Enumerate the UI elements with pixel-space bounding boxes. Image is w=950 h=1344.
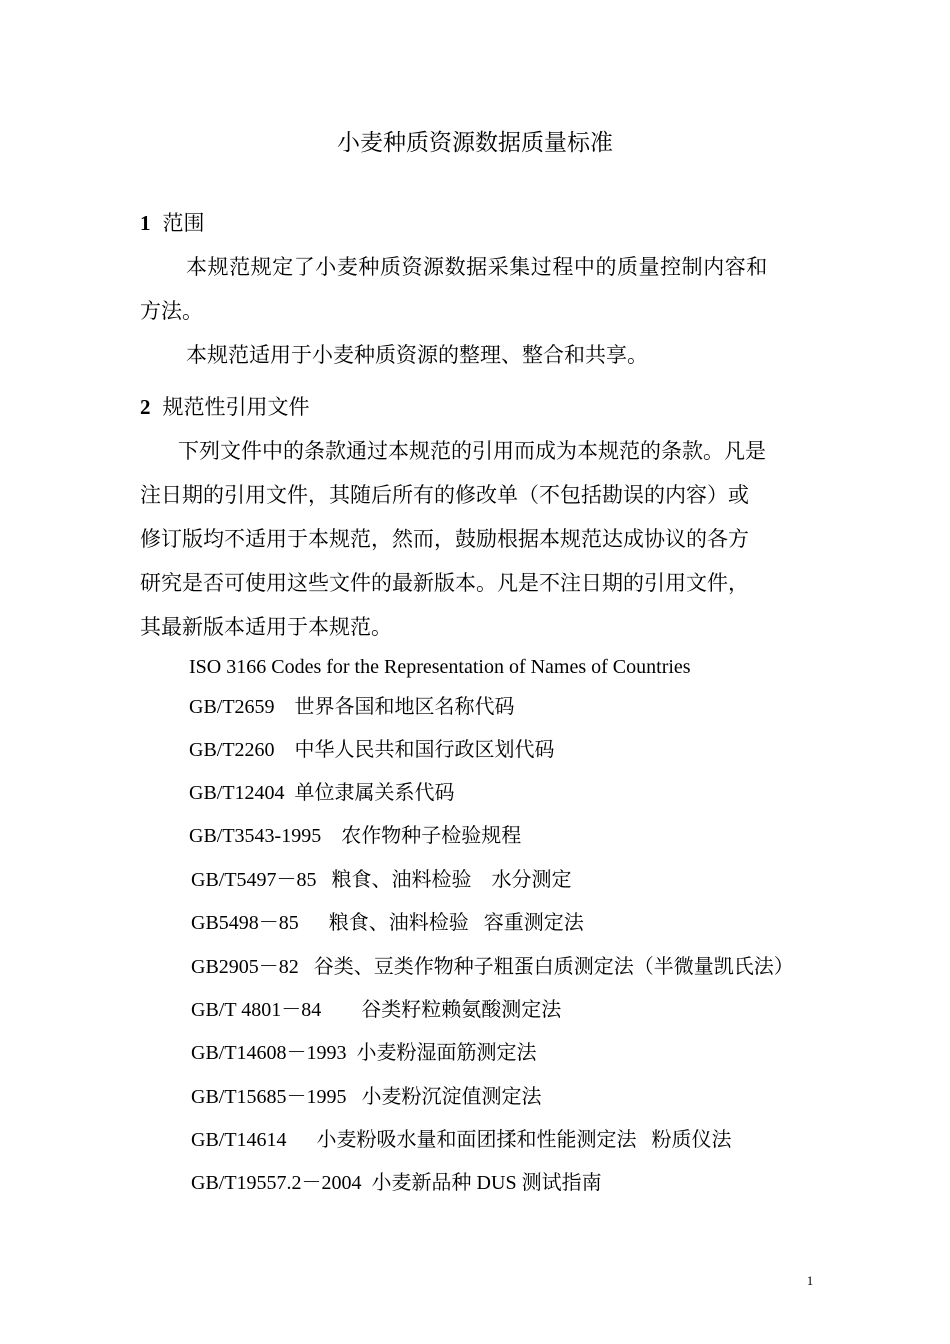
reference-item: GB5498－85 粮食、油料检验 容重测定法 [191,912,584,934]
paragraph-line: 下列文件中的条款通过本规范的引用而成为本规范的条款。凡是 [178,439,766,463]
paragraph-line: 本规范适用于小麦种质资源的整理、整合和共享。 [186,343,648,367]
section-heading-text: 范围 [162,211,205,235]
reference-item: GB/T5497－85 粮食、油料检验 水分测定 [191,869,572,891]
paragraph-line: 注日期的引用文件，其随后所有的修改单（不包括勘误的内容）或 [140,483,749,507]
reference-item: GB/T3543-1995 农作物种子检验规程 [189,825,522,847]
document-title: 小麦种质资源数据质量标准 [337,130,613,155]
reference-item: GB/T2260 中华人民共和国行政区划代码 [189,739,555,761]
reference-item: GB/T12404 单位隶属关系代码 [189,782,455,804]
section-1-heading [140,208,205,238]
reference-item: GB/T 4801－84 谷类籽粒赖氨酸测定法 [191,999,562,1021]
section-heading-text: 规范性引用文件 [162,395,310,419]
reference-item: GB2905－82 谷类、豆类作物种子粗蛋白质测定法（半微量凯氏法） [191,956,794,978]
reference-item: GB/T2659 世界各国和地区名称代码 [189,696,515,718]
section-2-heading [140,392,310,422]
page-number: 1 [806,1273,814,1288]
paragraph-line: 方法。 [140,299,203,323]
reference-item: GB/T15685－1995 小麦粉沉淀值测定法 [191,1086,542,1108]
section-number: 1 [140,211,151,235]
reference-item: GB/T19557.2－2004 小麦新品种 DUS 测试指南 [191,1172,602,1194]
paragraph-line: 修订版均不适用于本规范，然而，鼓励根据本规范达成协议的各方 [140,527,749,551]
paragraph-line: 其最新版本适用于本规范。 [140,615,392,639]
reference-item: ISO 3166 Codes for the Representation of Names of Countries [189,656,691,678]
reference-item: GB/T14608－1993 小麦粉湿面筋测定法 [191,1042,537,1064]
reference-item: GB/T14614 小麦粉吸水量和面团揉和性能测定法 粉质仪法 [191,1129,732,1151]
section-number: 2 [140,395,151,419]
paragraph-line: 本规范规定了小麦种质资源数据采集过程中的质量控制内容和 [186,255,768,279]
paragraph-line: 研究是否可使用这些文件的最新版本。凡是不注日期的引用文件， [140,571,749,595]
